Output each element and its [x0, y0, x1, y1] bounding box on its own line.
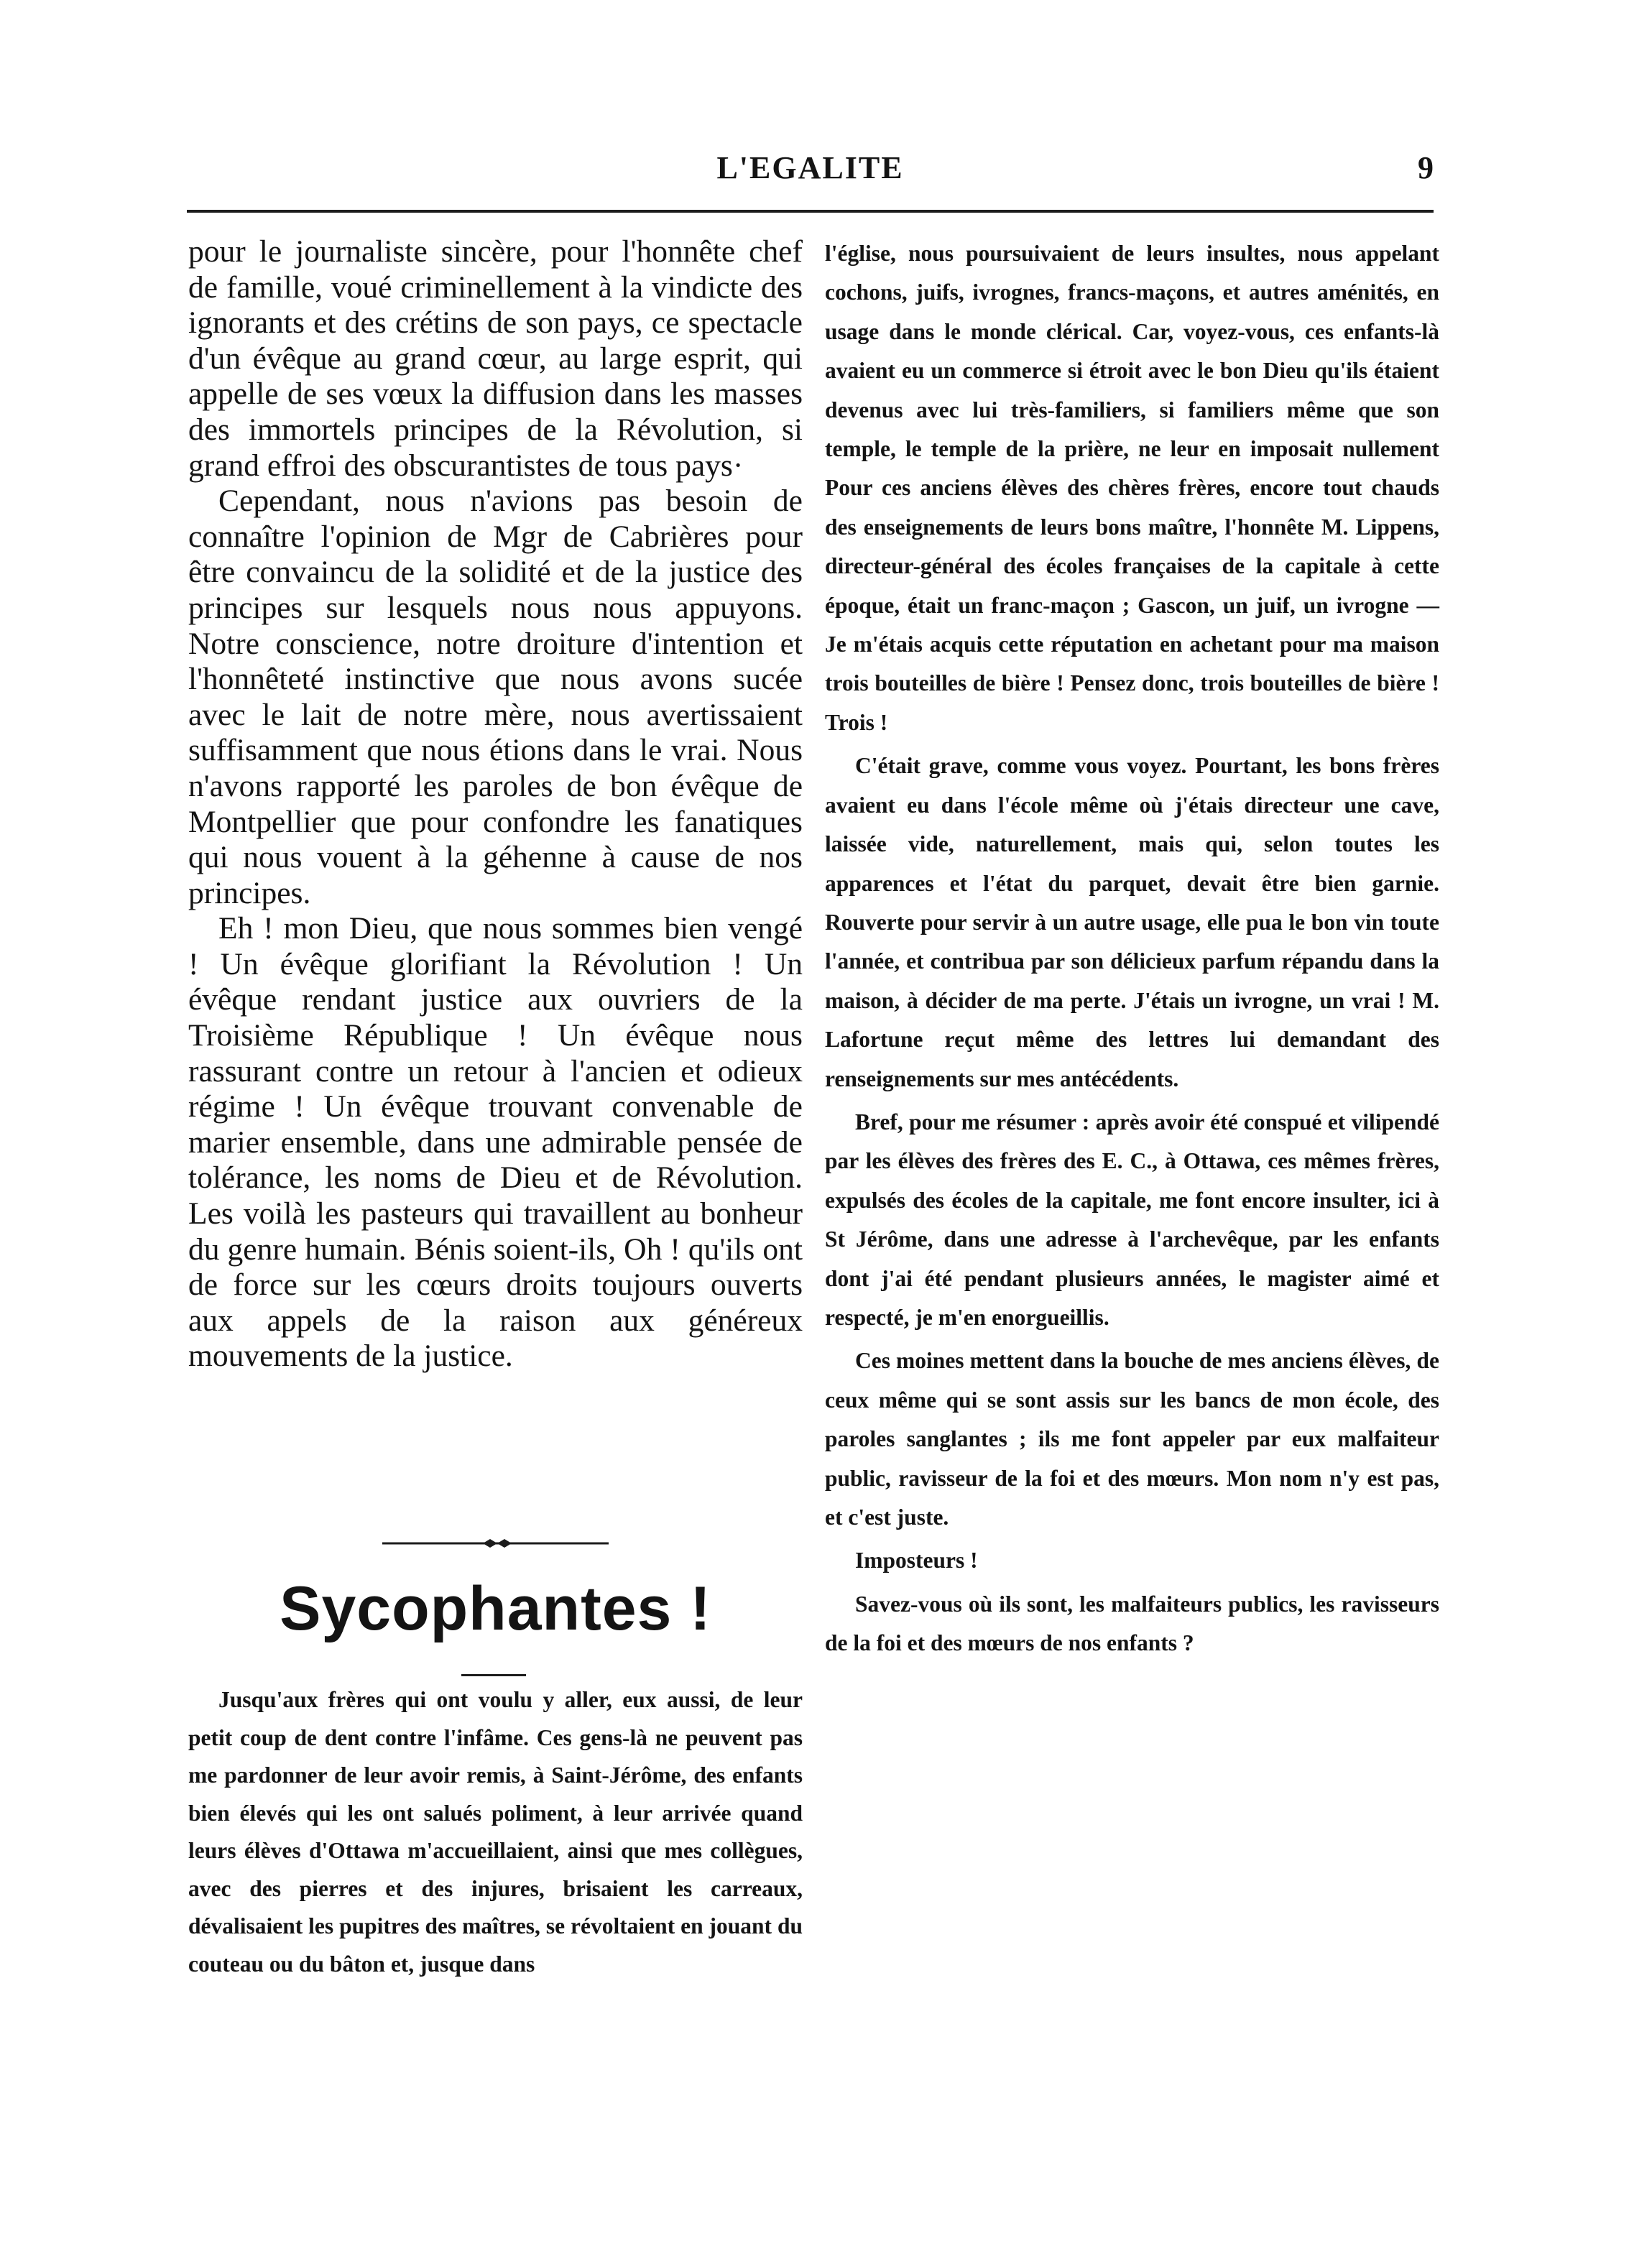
article-paragraph-1: Jusqu'aux frères qui ont voulu y aller, eux aussi, de leur petit coup de dent contre l'infâme. Ces gens-là ne peuvent pas me pardonner de leur avoir remis, à Saint-Jérôme, des enfants bien élevés qui les ont salués poliment, à leur arrivée quand leurs élèves d'Ottawa m'accueillaient, ainsi que mes collègues, avec des pierres et des injures, brisaient les carreaux, dévalisaient les pupitres des maîtres, se révoltaient en jouant du couteau ou du bâton et, jusque dans — [188, 1687, 803, 1977]
right-column — [825, 234, 1439, 1663]
left-column — [188, 234, 803, 1374]
left-paragraph-1: pour le journaliste sincère, pour l'honnête chef de famille, voué criminellement à la vindicte des ignorants et des crétins de son pays, ce spectacle d'un évêque au grand cœur, au large esprit, qui appelle de ses vœux la diffusion dans les masses des immortels principes de la Révolution, si grand effroi des obscurantistes de tous pays· — [188, 234, 803, 483]
right-paragraph-5: Imposteurs ! — [855, 1548, 978, 1574]
ornamental-divider — [382, 1538, 609, 1549]
left-paragraph-3: Eh ! mon Dieu, que nous sommes bien vengé ! Un évêque glorifiant la Révolution ! Un évêque rendant justice aux ouvriers de la Troisième République ! Un évêque nous rassurant contre un retour à l'ancien et odieux régime ! Un évêque trouvant convenable de marier ensemble, dans une admirable pensée de tolérance, les noms de Dieu et de Révolution. Les voilà les pasteurs qui travaillent au bonheur du genre humain. Bénis soient-ils, Oh ! qu'ils ont de force sur les cœurs droits toujours ouverts aux appels de la raison aux généreux mouvements de la justice. — [188, 911, 803, 1374]
right-paragraph-3: Bref, pour me résumer : après avoir été conspué et vilipendé par les élèves des frères des E. C., à Ottawa, ces mêmes frères, expulsés des écoles de la capitale, me font encore insulter, ici à St Jérôme, dans une adresse à l'archevêque, par les enfants dont j'ai été pendant plusieurs années, le magister aimé et respecté, je m'en enorgueillis. — [825, 1109, 1439, 1330]
article-heading-block — [188, 1494, 803, 1710]
article-body-left — [188, 1681, 803, 1983]
left-paragraph-2: Cependant, nous n'avions pas besoin de connaître l'opinion de Mgr de Cabrières pour être convaincu de la solidité et de la justice des principes sur lesquels nous nous appuyons. Notre conscience, notre droiture d'intention et l'honnêteté instinctive que nous avons sucée avec le lait de notre mère, nous avertissaient suffisamment que nous étions dans le vrai. Nous n'avons rapporté les paroles de bon évêque de Montpellier que pour confondre les fanatiques qui nous vouent à la géhenne à cause de nos principes. — [188, 484, 803, 910]
right-paragraph-6: Savez-vous où ils sont, les malfaiteurs publics, les ravisseurs de la foi et des mœurs de nos enfants ? — [825, 1591, 1439, 1656]
masthead — [187, 149, 1434, 200]
page-title: L'EGALITE — [716, 150, 904, 185]
header-rule — [187, 210, 1434, 213]
right-paragraph-1: l'église, nous poursuivaient de leurs insultes, nous appelant cochons, juifs, ivrognes, francs-maçons, et autres aménités, en usage dans le monde clérical. Car, voyez-vous, ces enfants-là avaient eu un commerce si étroit avec le bon Dieu qu'ils étaient devenus avec lui très-familiers, si familiers même que son temple, le temple de la prière, ne leur en imposait nullement Pour ces anciens élèves des chères frères, encore tout chauds des enseignements de leurs bons maître, l'honnête M. Lippens, directeur-général des écoles françaises de la capitale à cette époque, était un franc-maçon ; Gascon, un juif, un ivrogne — Je m'étais acquis cette réputation en achetant pour ma maison trois bouteilles de bière ! Pensez donc, trois bouteilles de bière ! Trois ! — [825, 241, 1439, 735]
right-paragraph-4: Ces moines mettent dans la bouche de mes anciens élèves, de ceux même qui se sont assis sur les bancs de mon école, des paroles sanglantes ; ils me font appeler par eux malfaiteur public, ravisseur de la foi et des mœurs. Mon nom n'y est pas, et c'est juste. — [825, 1348, 1439, 1530]
headline-rule — [461, 1674, 526, 1676]
article-headline: Sycophantes ! — [280, 1574, 711, 1643]
page-number: 9 — [1418, 150, 1434, 185]
right-paragraph-2: C'était grave, comme vous voyez. Pourtant, les bons frères avaient eu dans l'école même où j'étais directeur une cave, laissée vide, naturellement, mais qui, selon toutes les apparences et l'état du parquet, devait être bien garnie. Rouverte pour servir à un autre usage, elle pua le bon vin toute l'année, et contribua par son délicieux parfum répandu dans la maison, à décider de ma perte. J'étais un ivrogne, un vrai ! M. Lafortune reçut même des lettres lui demandant des renseignements sur mes antécédents. — [825, 753, 1439, 1091]
